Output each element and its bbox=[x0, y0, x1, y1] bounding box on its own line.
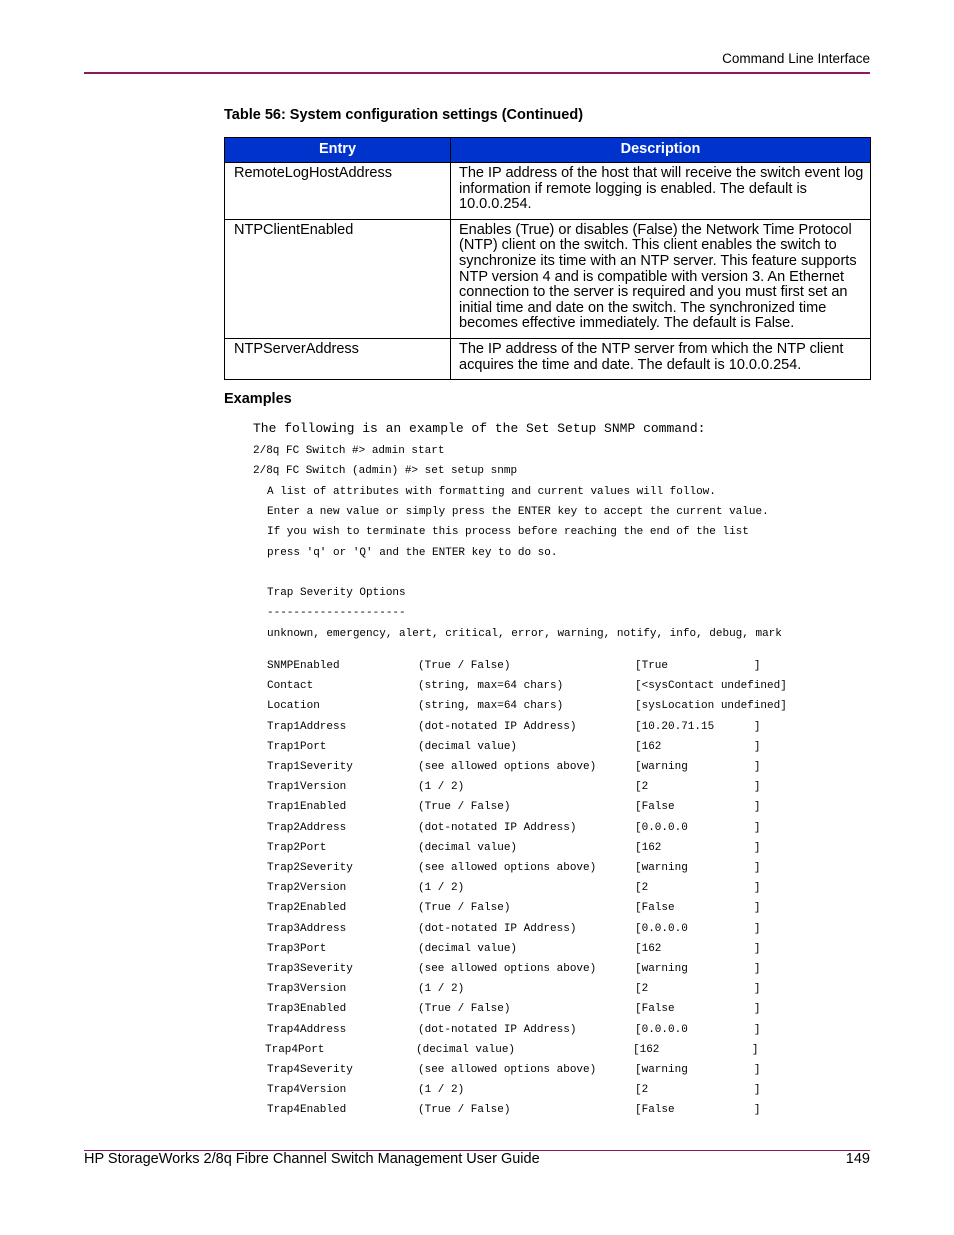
attribute-name: Trap4Enabled bbox=[267, 1104, 347, 1117]
attribute-name: Trap1Port bbox=[267, 740, 327, 753]
column-header-description: Description bbox=[451, 138, 871, 163]
attribute-name: Trap4Address bbox=[267, 1023, 347, 1036]
description-cell: The IP address of the host that will receive the switch event log information if remote logging is enabled. The default is 10.0.0.254. bbox=[451, 163, 871, 220]
attribute-value: [2 ] bbox=[635, 781, 761, 794]
attribute-format: (True / False) bbox=[418, 660, 511, 672]
attribute-format: (string, max=64 chars) bbox=[418, 680, 564, 693]
table-header-row bbox=[225, 138, 871, 163]
attribute-name: Trap3Address bbox=[267, 922, 347, 935]
attribute-value: [162 ] bbox=[635, 740, 761, 753]
column-header-entry: Entry bbox=[225, 138, 451, 163]
attribute-value: [162 ] bbox=[635, 942, 761, 955]
attribute-name: Trap4Version bbox=[267, 1084, 347, 1097]
severity-options: unknown, emergency, alert, critical, error, warning, notify, info, debug, mark bbox=[267, 628, 782, 640]
attribute-name: Trap2Address bbox=[267, 821, 347, 834]
attribute-value: [False ] bbox=[635, 902, 761, 915]
examples-heading: Examples bbox=[224, 391, 292, 407]
description-cell: Enables (True) or disables (False) the Network Time Protocol (NTP) client on the switch. This client enables the switch to synchronize its time with an NTP server. This feature supports NTP version 4 and is compatible with version 3. An Ethernet connection to the server is required and you must first set an initial time and date on the switch. The synchronized time becomes effective immediately. The default is False. bbox=[451, 219, 871, 338]
notice-line: Enter a new value or simply press the ENTER key to accept the current value. bbox=[267, 506, 769, 518]
example-intro: The following is an example of the Set Setup SNMP command: bbox=[253, 421, 706, 436]
table-row bbox=[225, 219, 871, 338]
attribute-value: [False ] bbox=[635, 1104, 761, 1117]
attribute-value: [True ] bbox=[635, 660, 761, 672]
table-row bbox=[225, 163, 871, 220]
attribute-format: (1 / 2) bbox=[418, 983, 465, 996]
attribute-name: Trap1Address bbox=[267, 720, 347, 733]
attribute-format: (1 / 2) bbox=[418, 882, 465, 895]
attribute-value: [warning ] bbox=[635, 963, 761, 975]
attribute-value: [False ] bbox=[635, 801, 761, 814]
attribute-name: Trap2Port bbox=[267, 841, 327, 854]
attribute-format: (dot-notated IP Address) bbox=[418, 1023, 577, 1036]
attribute-format: (decimal value) bbox=[418, 740, 518, 753]
attribute-format: (decimal value) bbox=[416, 1043, 516, 1056]
severity-divider: --------------------- bbox=[267, 607, 406, 619]
attribute-name: Trap4Port bbox=[265, 1043, 325, 1056]
attribute-format: (dot-notated IP Address) bbox=[418, 821, 577, 834]
settings-table bbox=[224, 137, 871, 380]
notice-line: A list of attributes with formatting and current values will follow. bbox=[267, 486, 716, 498]
command-line: 2/8q FC Switch #> admin start bbox=[253, 445, 445, 457]
notice-line: If you wish to terminate this process before reaching the end of the list bbox=[267, 526, 749, 538]
attribute-value: [warning ] bbox=[635, 1064, 761, 1076]
attribute-format: (decimal value) bbox=[418, 841, 518, 854]
entry-cell: NTPServerAddress bbox=[225, 338, 451, 379]
entry-cell: NTPClientEnabled bbox=[225, 219, 451, 338]
entry-cell: RemoteLogHostAddress bbox=[225, 163, 451, 220]
attribute-format: (True / False) bbox=[418, 902, 511, 915]
attribute-name: Trap3Enabled bbox=[267, 1003, 347, 1016]
attribute-format: (dot-notated IP Address) bbox=[418, 922, 577, 935]
attribute-value: [2 ] bbox=[635, 983, 761, 996]
attribute-value: [sysLocation undefined] bbox=[635, 700, 787, 713]
attribute-name: Trap1Enabled bbox=[267, 801, 347, 814]
attribute-value: [162 ] bbox=[635, 841, 761, 854]
attribute-format: (True / False) bbox=[418, 801, 511, 814]
attribute-name: Trap1Version bbox=[267, 781, 347, 794]
attribute-value: [<sysContact undefined] bbox=[635, 680, 787, 693]
attribute-name: Trap2Severity bbox=[267, 862, 353, 874]
attribute-name: Trap2Enabled bbox=[267, 902, 347, 915]
attribute-format: (see allowed options above) bbox=[418, 761, 597, 773]
footer-page-number: 149 bbox=[845, 1151, 870, 1167]
attribute-value: [warning ] bbox=[635, 862, 761, 874]
page-header-title: Command Line Interface bbox=[722, 51, 870, 66]
attribute-name: Trap3Port bbox=[267, 942, 327, 955]
header-rule bbox=[84, 72, 870, 74]
attribute-format: (dot-notated IP Address) bbox=[418, 720, 577, 733]
command-line: 2/8q FC Switch (admin) #> set setup snmp bbox=[253, 465, 518, 477]
attribute-name: Trap3Severity bbox=[267, 963, 353, 975]
attribute-value: [0.0.0.0 ] bbox=[635, 922, 761, 935]
attribute-value: [2 ] bbox=[635, 1084, 761, 1097]
footer-doc-title: HP StorageWorks 2/8q Fibre Channel Switch Management User Guide bbox=[84, 1151, 540, 1167]
attribute-format: (see allowed options above) bbox=[418, 963, 597, 975]
attribute-name: Trap2Version bbox=[267, 882, 347, 895]
attribute-name: Trap4Severity bbox=[267, 1064, 353, 1076]
attribute-format: (True / False) bbox=[418, 1104, 511, 1117]
attribute-value: [162 ] bbox=[633, 1043, 759, 1056]
table-row bbox=[225, 338, 871, 379]
attribute-value: [False ] bbox=[635, 1003, 761, 1016]
attribute-format: (decimal value) bbox=[418, 942, 518, 955]
notice-line: press 'q' or 'Q' and the ENTER key to do so. bbox=[267, 547, 558, 559]
table-caption: Table 56: System configuration settings (Continued) bbox=[224, 107, 584, 123]
attribute-value: [warning ] bbox=[635, 761, 761, 773]
attribute-format: (1 / 2) bbox=[418, 1084, 465, 1097]
attribute-format: (1 / 2) bbox=[418, 781, 465, 794]
attribute-value: [2 ] bbox=[635, 882, 761, 895]
attribute-name: SNMPEnabled bbox=[267, 660, 340, 672]
attribute-value: [0.0.0.0 ] bbox=[635, 1023, 761, 1036]
attribute-format: (string, max=64 chars) bbox=[418, 700, 564, 713]
attribute-name: Trap3Version bbox=[267, 983, 347, 996]
attribute-name: Contact bbox=[267, 680, 314, 693]
attribute-value: [10.20.71.15 ] bbox=[635, 720, 761, 733]
attribute-name: Location bbox=[267, 700, 320, 713]
severity-title: Trap Severity Options bbox=[267, 587, 406, 599]
attribute-name: Trap1Severity bbox=[267, 761, 353, 773]
attribute-format: (True / False) bbox=[418, 1003, 511, 1016]
attribute-format: (see allowed options above) bbox=[418, 1064, 597, 1076]
description-cell: The IP address of the NTP server from which the NTP client acquires the time and date. The default is 10.0.0.254. bbox=[451, 338, 871, 379]
attribute-value: [0.0.0.0 ] bbox=[635, 821, 761, 834]
attribute-format: (see allowed options above) bbox=[418, 862, 597, 874]
